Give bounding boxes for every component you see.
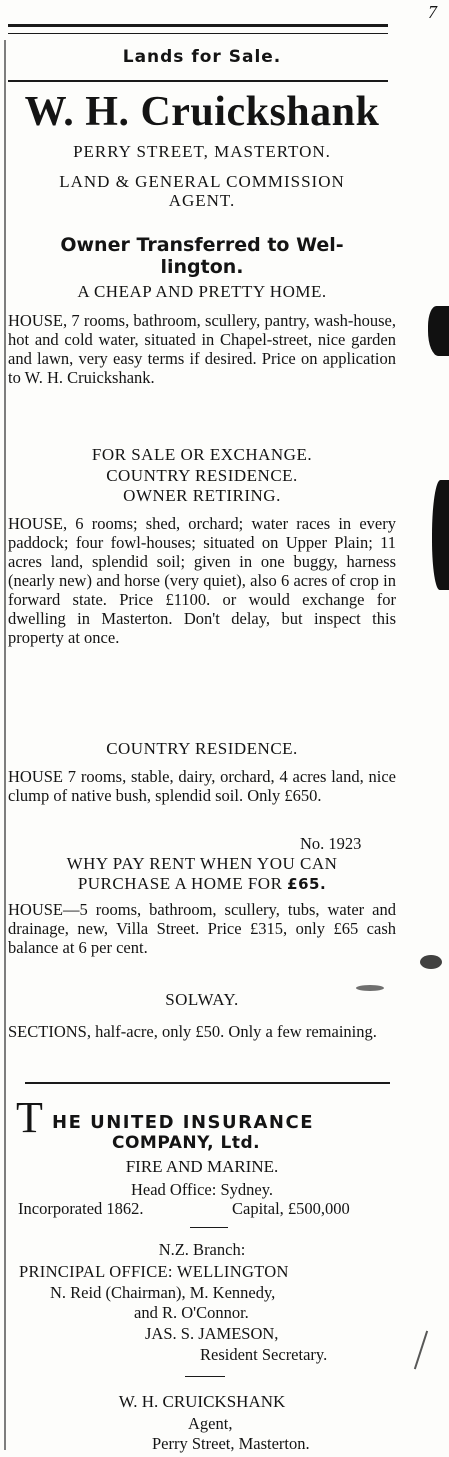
section-title: Lands for Sale. (122, 47, 282, 67)
listing-ref-no: No. 1923 (300, 834, 362, 853)
ink-blot-3 (420, 955, 442, 969)
listing-sub-4-text: PURCHASE A HOME FOR (77, 874, 288, 893)
ink-blot-1 (428, 306, 449, 356)
insurance-capital: Capital, £500,000 (232, 1199, 350, 1218)
ink-blot-4 (356, 985, 384, 991)
business-line-1: LAND & GENERAL COMMISSION (59, 172, 345, 191)
listing-headline-2: lington. (160, 256, 244, 278)
listing-house-2: HOUSE, 6 rooms; shed, orchard; water races in every paddock; four fowl-houses; situated on Upper Plain; 11 acres land, splendid soil; given in one buggy, harness (nearly new) and horse (very quiet), also 6 acres of crop in forward state. Price £1100. or would exchange for dwelling in Masterton. Don't delay, but inspect this property at once. (8, 514, 396, 647)
insurance-tagline: FIRE AND MARINE. (125, 1157, 279, 1176)
insurance-agent-title: Agent, (188, 1414, 233, 1433)
insurance-directors-line-1: N. Reid (Chairman), M. Kennedy, (50, 1283, 276, 1302)
advertiser-name: W. H. Cruickshank (24, 89, 380, 135)
insurance-short-rule-2 (185, 1376, 225, 1377)
insurance-principal-office: PRINCIPAL OFFICE: WELLINGTON (19, 1262, 289, 1281)
listing-house-1: HOUSE, 7 rooms, bathroom, scullery, pantry, wash-house, hot and cold water, situated in Chapel-street, nice garden and lawn, very easy terms if desired. Price on application to W. H. Cruickshank. (8, 311, 396, 387)
insurance-directors-line-2: and R. O'Connor. (134, 1303, 249, 1322)
separator-rule (25, 1082, 390, 1084)
ink-blot-2 (432, 480, 449, 590)
top-rule-thick (8, 24, 388, 27)
insurance-secretary-title: Resident Secretary. (200, 1345, 328, 1364)
business-line-2: AGENT. (168, 191, 236, 210)
listing-sub-4-price: £65. (287, 875, 327, 893)
listing-sub-5: SOLWAY. (165, 990, 239, 1009)
listing-sub-2-line-2: COUNTRY RESIDENCE. (106, 466, 298, 485)
section-rule (8, 80, 388, 82)
column-border (4, 40, 6, 1450)
insurance-branch: N.Z. Branch: (158, 1240, 246, 1259)
listing-sub-1: A CHEAP AND PRETTY HOME. (77, 282, 327, 301)
top-rule-thin (8, 33, 388, 34)
listing-sections: SECTIONS, half-acre, only £50. Only a few remaining. (8, 1022, 377, 1041)
listing-house-3: HOUSE 7 rooms, stable, dairy, orchard, 4 acres land, nice clump of native bush, splendid soil. Only £650. (8, 767, 396, 805)
listing-sub-2-line-3: OWNER RETIRING. (123, 486, 281, 505)
corner-mark: 7 (428, 2, 437, 22)
listing-sub-4-line-2 (8, 874, 396, 894)
insurance-head-office: Head Office: Sydney. (130, 1180, 274, 1199)
listing-sub-4-line-1: WHY PAY RENT WHEN YOU CAN (66, 854, 338, 873)
insurance-name-line-2: COMPANY, Ltd. (112, 1133, 261, 1153)
insurance-short-rule-1 (190, 1227, 228, 1228)
listing-headline-1: Owner Transferred to Wel- (60, 234, 344, 256)
listing-sub-2-line-1: FOR SALE OR EXCHANGE. (91, 445, 313, 464)
pencil-mark (414, 1331, 428, 1370)
advertiser-address: PERRY STREET, MASTERTON. (73, 142, 331, 161)
listing-sub-3: COUNTRY RESIDENCE. (106, 739, 298, 758)
insurance-agent-name: W. H. CRUICKSHANK (118, 1392, 286, 1411)
listing-house-4: HOUSE—5 rooms, bathroom, scullery, tubs, water and drainage, new, Villa Street. Price £315, only £65 cash balance at 6 per cent. (8, 900, 396, 957)
insurance-name-initial: T (16, 1093, 43, 1142)
insurance-agent-address: Perry Street, Masterton. (152, 1434, 310, 1453)
insurance-name-line-1: HE UNITED INSURANCE (52, 1112, 314, 1133)
insurance-incorporated: Incorporated 1862. (18, 1199, 144, 1218)
insurance-secretary-name: JAS. S. JAMESON, (145, 1324, 279, 1343)
